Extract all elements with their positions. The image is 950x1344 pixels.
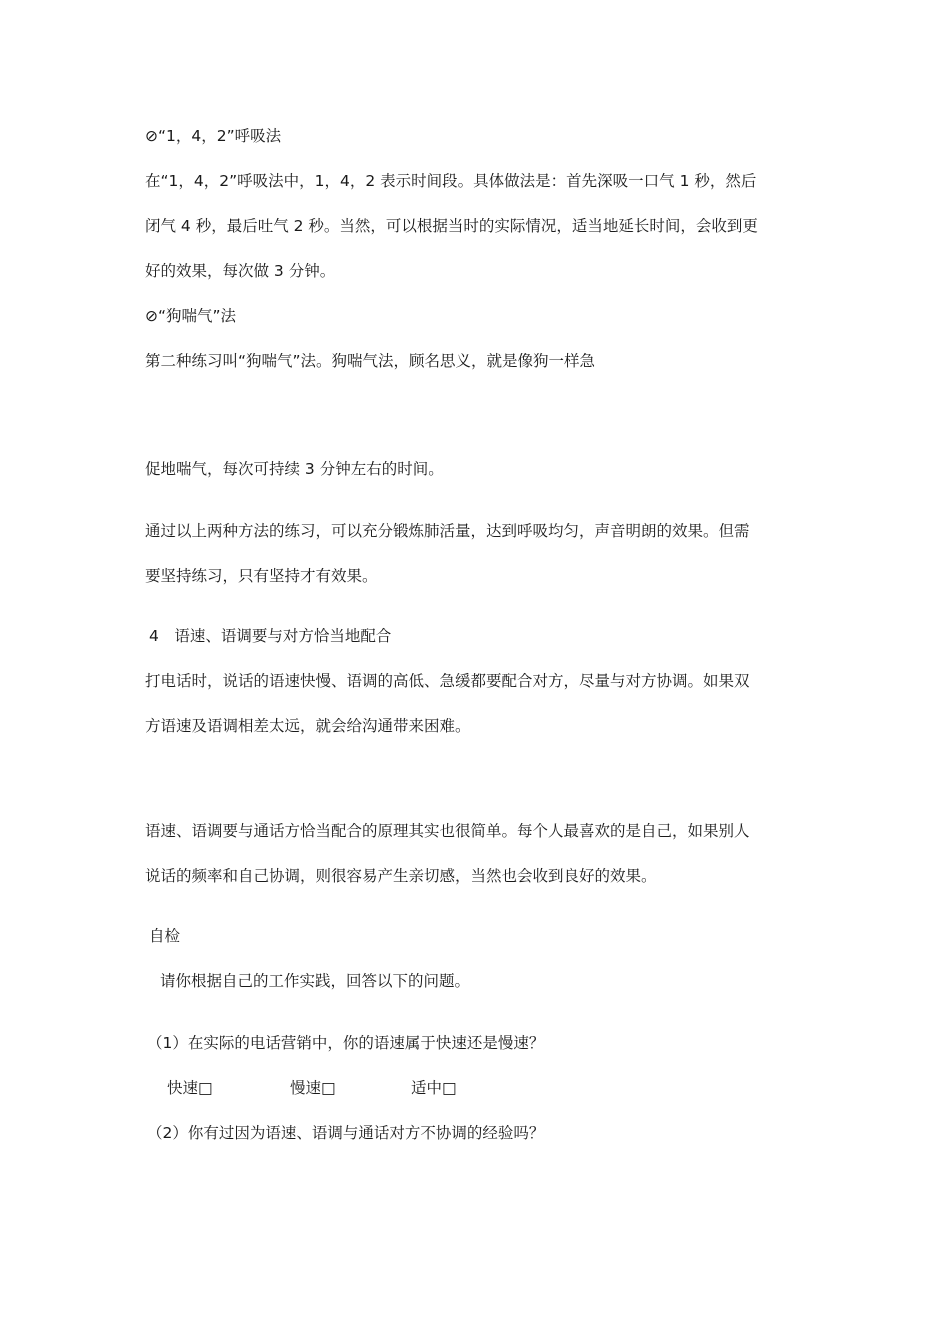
paragraph-line: 通过以上两种方法的练习，可以充分锻炼肺活量，达到呼吸均匀，声音明朗的效果。但需 <box>145 522 750 540</box>
option-moderate-checkbox[interactable]: 适中□ <box>411 1079 457 1097</box>
paragraph-line: 语速、语调要与通话方恰当配合的原理其实也很简单。每个人最喜欢的是自己，如果别人 <box>145 822 750 840</box>
section-4-heading: 4 语速、语调要与对方恰当地配合 <box>149 627 392 645</box>
paragraph-line: 在“1，4，2”呼吸法中，1，4，2 表示时间段。具体做法是：首先深吸一口气 1 秒，然后 <box>145 172 757 190</box>
section-dog-heading: ⊘“狗喘气”法 <box>145 307 237 325</box>
paragraph-line: 闭气 4 秒，最后吐气 2 秒。当然，可以根据当时的实际情况，适当地延长时间，会收到更 <box>145 217 758 235</box>
question-1: （1）在实际的电话营销中，你的语速属于快速还是慢速？ <box>147 1034 545 1052</box>
paragraph-line: 好的效果，每次做 3 分钟。 <box>145 262 336 280</box>
option-fast-checkbox[interactable]: 快速□ <box>167 1079 213 1097</box>
paragraph-line: 方语速及语调相差太远，就会给沟通带来困难。 <box>145 717 471 735</box>
section-142-heading: ⊘“1，4，2”呼吸法 <box>145 127 282 145</box>
paragraph-line: 促地喘气，每次可持续 3 分钟左右的时间。 <box>145 460 444 478</box>
self-check-intro: 请你根据自己的工作实践，回答以下的问题。 <box>160 972 471 990</box>
paragraph-line: 打电话时，说话的语速快慢、语调的高低、急缓都要配合对方，尽量与对方协调。如果双 <box>145 672 750 690</box>
question-2: （2）你有过因为语速、语调与通话对方不协调的经验吗？ <box>147 1124 545 1142</box>
option-slow-checkbox[interactable]: 慢速□ <box>290 1079 336 1097</box>
paragraph-line: 说话的频率和自己协调，则很容易产生亲切感，当然也会收到良好的效果。 <box>145 867 657 885</box>
self-check-title: 自检 <box>149 927 181 945</box>
paragraph-line: 第二种练习叫“狗喘气”法。狗喘气法，顾名思义，就是像狗一样急 <box>145 352 596 370</box>
paragraph-line: 要坚持练习，只有坚持才有效果。 <box>145 567 378 585</box>
